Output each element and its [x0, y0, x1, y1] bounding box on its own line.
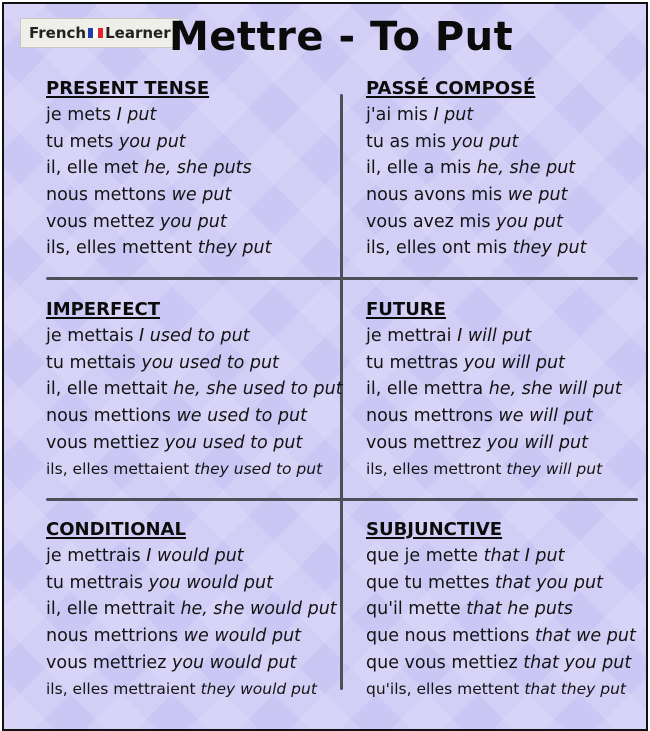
- french-form: tu mettrais: [46, 572, 143, 593]
- french-form: vous mettriez: [46, 652, 167, 673]
- conjugation-line: [46, 456, 343, 483]
- section-title: FUTURE: [366, 299, 446, 320]
- conjugation-line: [46, 430, 343, 457]
- french-form: je mettrai: [366, 326, 452, 346]
- conjugation-line: [366, 182, 586, 209]
- french-form: nous mettrions: [46, 626, 179, 647]
- french-form: ils, elles ont mis: [366, 238, 508, 259]
- conjugation-line: [366, 456, 622, 483]
- section-present-tense: [46, 76, 271, 262]
- english-translation: we would put: [183, 626, 302, 647]
- conjugation-line: [46, 570, 337, 597]
- english-translation: I put: [116, 105, 157, 125]
- french-learner-logo: [20, 18, 180, 48]
- horizontal-divider-bottom: [46, 498, 638, 501]
- english-translation: we will put: [498, 406, 593, 427]
- conjugation-line: [46, 543, 337, 570]
- french-form: nous mettions: [46, 406, 171, 427]
- conjugation-line: [46, 182, 271, 209]
- french-form: vous mettrez: [366, 432, 482, 453]
- french-form: que tu mettes: [366, 572, 490, 593]
- english-translation: they put: [197, 238, 272, 259]
- english-translation: that they put: [524, 680, 627, 699]
- english-translation: that I put: [483, 546, 565, 566]
- section-title: IMPERFECT: [46, 299, 161, 320]
- conjugation-line: [366, 430, 622, 457]
- english-translation: that he puts: [466, 599, 573, 620]
- french-form: vous mettiez: [46, 432, 160, 453]
- french-form: il, elle mettra: [366, 379, 484, 400]
- conjugation-line: [366, 102, 586, 129]
- english-translation: you put: [159, 211, 227, 232]
- conjugation-line: [366, 209, 586, 236]
- section-title: PRESENT TENSE: [46, 78, 210, 99]
- conjugation-line: [366, 543, 636, 570]
- conjugation-line: [46, 676, 337, 703]
- english-translation: he, she put: [476, 158, 576, 179]
- conjugation-card: [2, 2, 648, 731]
- conjugation-line: [46, 403, 343, 430]
- english-translation: you put: [451, 131, 519, 152]
- conjugation-line: [366, 376, 622, 403]
- french-form: ils, elles mettront: [366, 460, 502, 479]
- english-translation: he, she puts: [143, 158, 252, 179]
- conjugation-line: [366, 235, 586, 262]
- english-translation: you used to put: [164, 432, 303, 453]
- french-form: ils, elles mettraient: [46, 680, 196, 699]
- french-form: vous avez mis: [366, 211, 491, 232]
- section-subjunctive: [366, 517, 636, 703]
- english-translation: they used to put: [194, 460, 323, 479]
- conjugation-line: [366, 650, 636, 677]
- english-translation: that we put: [535, 626, 636, 647]
- conjugation-line: [366, 350, 622, 377]
- section-future: [366, 297, 622, 483]
- english-translation: you put: [118, 131, 186, 152]
- conjugation-line: [366, 570, 636, 597]
- english-translation: you put: [496, 211, 563, 232]
- french-form: vous mettez: [46, 211, 155, 232]
- conjugation-line: [366, 155, 586, 182]
- english-translation: he, she used to put: [173, 379, 343, 400]
- french-form: il, elle mettait: [46, 379, 168, 400]
- english-translation: we put: [171, 185, 232, 206]
- english-translation: I will put: [457, 326, 532, 346]
- english-translation: that you put: [523, 652, 632, 673]
- french-form: nous mettrons: [366, 406, 493, 427]
- logo-text-french: French: [29, 24, 87, 42]
- conjugation-line: [46, 235, 271, 262]
- section-imperfect: [46, 297, 343, 483]
- conjugation-line: [46, 350, 343, 377]
- page-title: Mettre - To Put: [169, 14, 514, 60]
- french-form: je mets: [46, 105, 111, 125]
- conjugation-line: [366, 129, 586, 156]
- french-form: que nous mettions: [366, 626, 530, 647]
- french-form: nous avons mis: [366, 185, 503, 206]
- section-title: PASSÉ COMPOSÉ: [366, 78, 536, 99]
- english-translation: I would put: [146, 546, 244, 566]
- english-translation: I put: [433, 105, 474, 125]
- section-conditional: [46, 517, 337, 703]
- conjugation-line: [366, 676, 636, 703]
- french-form: il, elle met: [46, 158, 139, 179]
- french-form: tu mettras: [366, 352, 459, 373]
- conjugation-line: [46, 596, 337, 623]
- french-form: j'ai mis: [366, 105, 428, 125]
- english-translation: that you put: [495, 572, 603, 593]
- french-form: tu as mis: [366, 131, 446, 152]
- conjugation-line: [46, 650, 337, 677]
- section-title: SUBJUNCTIVE: [366, 519, 503, 540]
- french-flag-icon: [88, 28, 103, 38]
- french-form: ils, elles mettaient: [46, 460, 190, 479]
- french-form: qu'il mette: [366, 599, 461, 620]
- english-translation: they will put: [506, 460, 603, 479]
- conjugation-line: [46, 623, 337, 650]
- french-form: je mettrais: [46, 546, 141, 566]
- conjugation-line: [46, 209, 271, 236]
- french-form: il, elle mettrait: [46, 599, 175, 620]
- french-form: il, elle a mis: [366, 158, 471, 179]
- french-form: nous mettons: [46, 185, 167, 206]
- conjugation-line: [46, 376, 343, 403]
- conjugation-line: [46, 102, 271, 129]
- french-form: je mettais: [46, 326, 134, 346]
- english-translation: he, she will put: [488, 379, 622, 400]
- english-translation: you would put: [148, 572, 273, 593]
- conjugation-line: [46, 155, 271, 182]
- english-translation: we used to put: [176, 406, 307, 427]
- english-translation: we put: [507, 185, 568, 206]
- section-title: CONDITIONAL: [46, 519, 186, 540]
- english-translation: he, she would put: [180, 599, 337, 620]
- english-translation: they would put: [200, 680, 317, 699]
- french-form: que je mette: [366, 546, 479, 566]
- conjugation-line: [366, 596, 636, 623]
- horizontal-divider-top: [46, 277, 638, 280]
- conjugation-line: [366, 323, 622, 350]
- conjugation-line: [46, 129, 271, 156]
- conjugation-line: [46, 323, 343, 350]
- french-form: ils, elles mettent: [46, 238, 193, 259]
- logo-text-learner: Learner: [105, 24, 171, 42]
- english-translation: you will put: [463, 352, 565, 373]
- conjugation-line: [366, 403, 622, 430]
- french-form: tu mets: [46, 131, 114, 152]
- conjugation-line: [366, 623, 636, 650]
- english-translation: you would put: [171, 652, 297, 673]
- french-form: que vous mettiez: [366, 652, 518, 673]
- section-passe-compose: [366, 76, 586, 262]
- english-translation: you used to put: [141, 352, 279, 373]
- french-form: qu'ils, elles mettent: [366, 680, 520, 699]
- french-form: tu mettais: [46, 352, 136, 373]
- english-translation: they put: [512, 238, 587, 259]
- english-translation: I used to put: [139, 326, 250, 346]
- english-translation: you will put: [486, 432, 588, 453]
